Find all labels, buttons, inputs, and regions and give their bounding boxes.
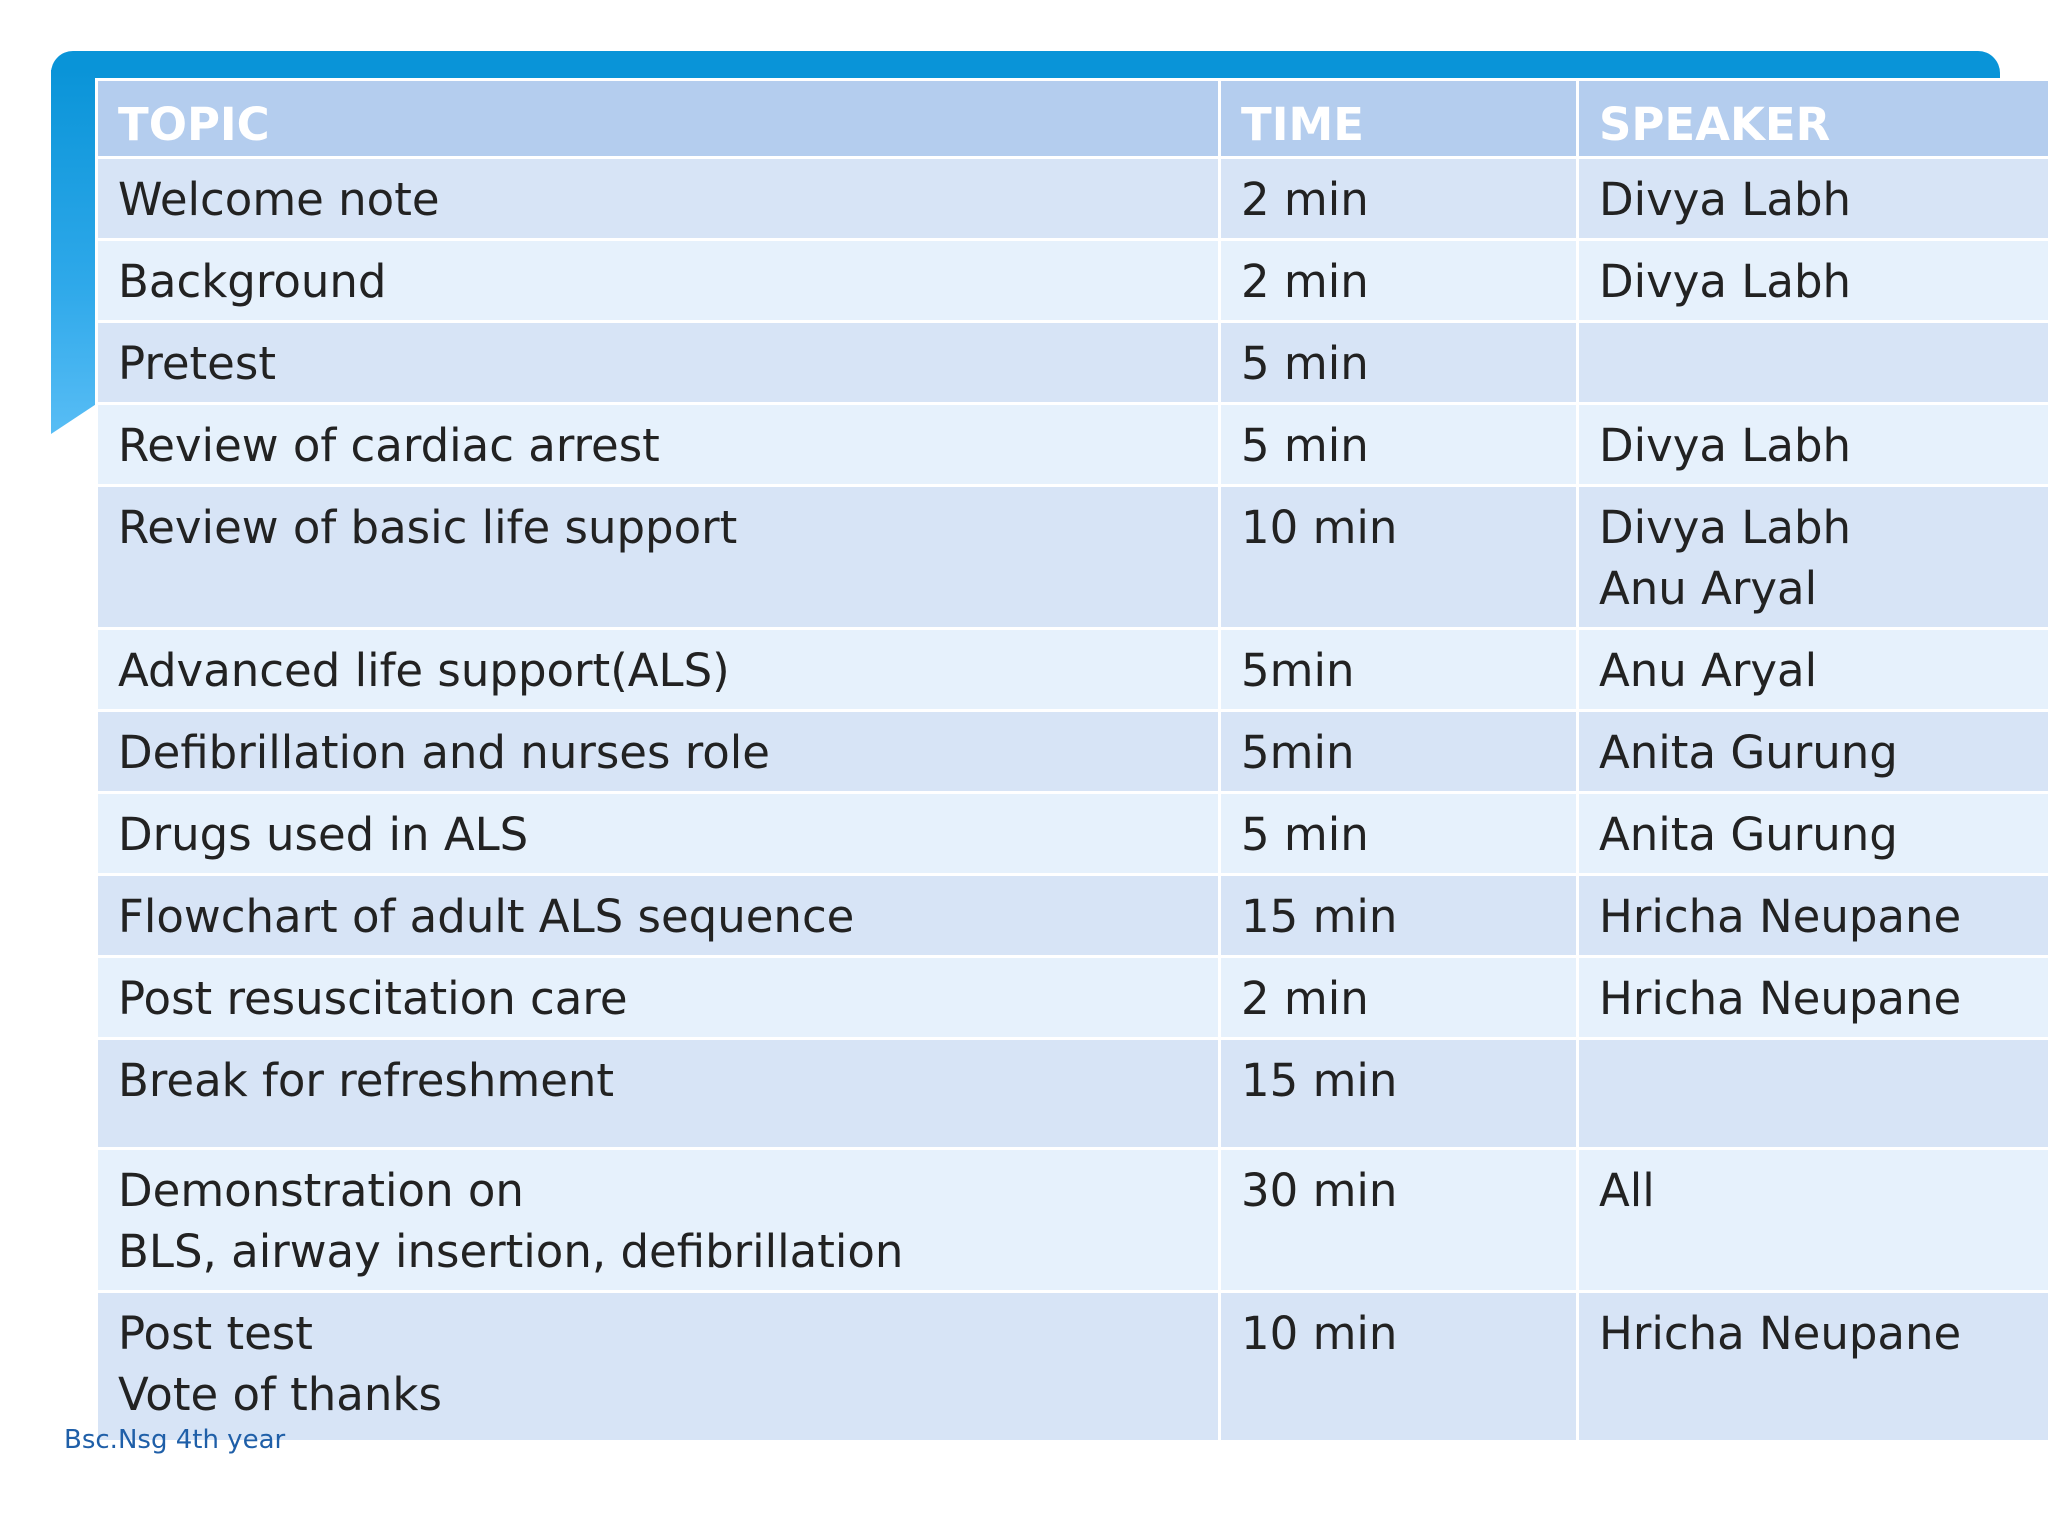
- topic-cell: [97, 1149, 1220, 1292]
- speaker-text: Divya Labh: [1599, 255, 1852, 308]
- topic-text: Flowchart of adult ALS sequence: [118, 890, 855, 943]
- time-cell: [1220, 158, 1578, 240]
- time-text: 5min: [1241, 726, 1355, 779]
- topic-cell: [97, 629, 1220, 711]
- topic-text: Defibrillation and nurses role: [118, 726, 770, 779]
- table-row: [97, 957, 2048, 1039]
- table-body: [97, 158, 2048, 1442]
- left-accent-tab: [51, 70, 95, 434]
- topic-cell: [97, 158, 1220, 240]
- time-text: 30 min: [1241, 1164, 1398, 1217]
- table-row: [97, 1149, 2048, 1292]
- table-row: [97, 486, 2048, 629]
- speaker-cell: [1578, 1149, 2048, 1292]
- speaker-text: Anu Aryal: [1599, 562, 1818, 615]
- topic-cell: [97, 322, 1220, 404]
- time-cell: [1220, 793, 1578, 875]
- time-text: 10 min: [1241, 501, 1398, 554]
- topic-cell: [97, 1039, 1220, 1149]
- schedule-table: [95, 78, 2048, 1443]
- topic-cell: [97, 711, 1220, 793]
- time-cell: [1220, 711, 1578, 793]
- schedule-table-container: [95, 78, 2048, 1443]
- time-cell: [1220, 240, 1578, 322]
- time-text: 2 min: [1241, 972, 1369, 1025]
- speaker-cell: [1578, 1039, 2048, 1149]
- time-text: 5 min: [1241, 419, 1369, 472]
- time-cell: [1220, 1149, 1578, 1292]
- topic-cell: [97, 1292, 1220, 1442]
- speaker-text: Anu Aryal: [1599, 644, 1818, 697]
- table-row: [97, 711, 2048, 793]
- header-speaker: SPEAKER: [1578, 80, 2048, 158]
- speaker-text: Divya Labh: [1599, 419, 1852, 472]
- speaker-cell: [1578, 404, 2048, 486]
- speaker-cell: [1578, 711, 2048, 793]
- speaker-cell: [1578, 158, 2048, 240]
- time-text: 10 min: [1241, 1307, 1398, 1360]
- topic-cell: [97, 404, 1220, 486]
- table-row: [97, 1039, 2048, 1149]
- topic-cell: [97, 875, 1220, 957]
- topic-text: Drugs used in ALS: [118, 808, 529, 861]
- table-row: [97, 322, 2048, 404]
- speaker-text: All: [1599, 1164, 1655, 1217]
- time-text: 2 min: [1241, 173, 1369, 226]
- table-row: [97, 875, 2048, 957]
- time-text: 5 min: [1241, 337, 1369, 390]
- topic-text: Break for refreshment: [118, 1054, 615, 1107]
- time-cell: [1220, 629, 1578, 711]
- topic-cell: [97, 957, 1220, 1039]
- speaker-text: Hricha Neupane: [1599, 890, 1962, 943]
- time-cell: [1220, 957, 1578, 1039]
- table-row: [97, 404, 2048, 486]
- table-row: [97, 1292, 2048, 1442]
- speaker-text: Divya Labh: [1599, 173, 1852, 226]
- topic-text: Vote of thanks: [118, 1368, 442, 1421]
- topic-cell: [97, 240, 1220, 322]
- topic-text: Post test: [118, 1307, 313, 1360]
- speaker-cell: [1578, 240, 2048, 322]
- speaker-cell: [1578, 875, 2048, 957]
- speaker-text: Hricha Neupane: [1599, 1307, 1962, 1360]
- speaker-text: Divya Labh: [1599, 501, 1852, 554]
- header-time: TIME: [1220, 80, 1578, 158]
- topic-text: BLS, airway insertion, defibrillation: [118, 1225, 904, 1278]
- time-text: 15 min: [1241, 890, 1398, 943]
- topic-text: Background: [118, 255, 387, 308]
- topic-text: Pretest: [118, 337, 276, 390]
- speaker-cell: [1578, 486, 2048, 629]
- time-cell: [1220, 875, 1578, 957]
- time-cell: [1220, 1039, 1578, 1149]
- topic-text: Advanced life support(ALS): [118, 644, 730, 697]
- footer-left-text: Bsc.Nsg 4th year: [64, 1425, 286, 1455]
- speaker-text: Anita Gurung: [1599, 726, 1898, 779]
- table-row: [97, 629, 2048, 711]
- time-text: 2 min: [1241, 255, 1369, 308]
- speaker-cell: [1578, 629, 2048, 711]
- speaker-text: Hricha Neupane: [1599, 972, 1962, 1025]
- header-topic: TOPIC: [97, 80, 1220, 158]
- topic-cell: [97, 793, 1220, 875]
- time-cell: [1220, 486, 1578, 629]
- topic-cell: [97, 486, 1220, 629]
- table-row: [97, 158, 2048, 240]
- table-header-row: [97, 80, 2048, 158]
- topic-text: Review of basic life support: [118, 501, 738, 554]
- table-row: [97, 240, 2048, 322]
- speaker-cell: [1578, 793, 2048, 875]
- speaker-cell: [1578, 322, 2048, 404]
- time-text: 15 min: [1241, 1054, 1398, 1107]
- topic-text: Review of cardiac arrest: [118, 419, 660, 472]
- speaker-cell: [1578, 957, 2048, 1039]
- time-cell: [1220, 322, 1578, 404]
- time-text: 5min: [1241, 644, 1355, 697]
- topic-text: Post resuscitation care: [118, 972, 628, 1025]
- topic-text: Demonstration on: [118, 1164, 524, 1217]
- time-cell: [1220, 404, 1578, 486]
- time-text: 5 min: [1241, 808, 1369, 861]
- topic-text: Welcome note: [118, 173, 440, 226]
- time-cell: [1220, 1292, 1578, 1442]
- table-row: [97, 793, 2048, 875]
- speaker-text: Anita Gurung: [1599, 808, 1898, 861]
- speaker-cell: [1578, 1292, 2048, 1442]
